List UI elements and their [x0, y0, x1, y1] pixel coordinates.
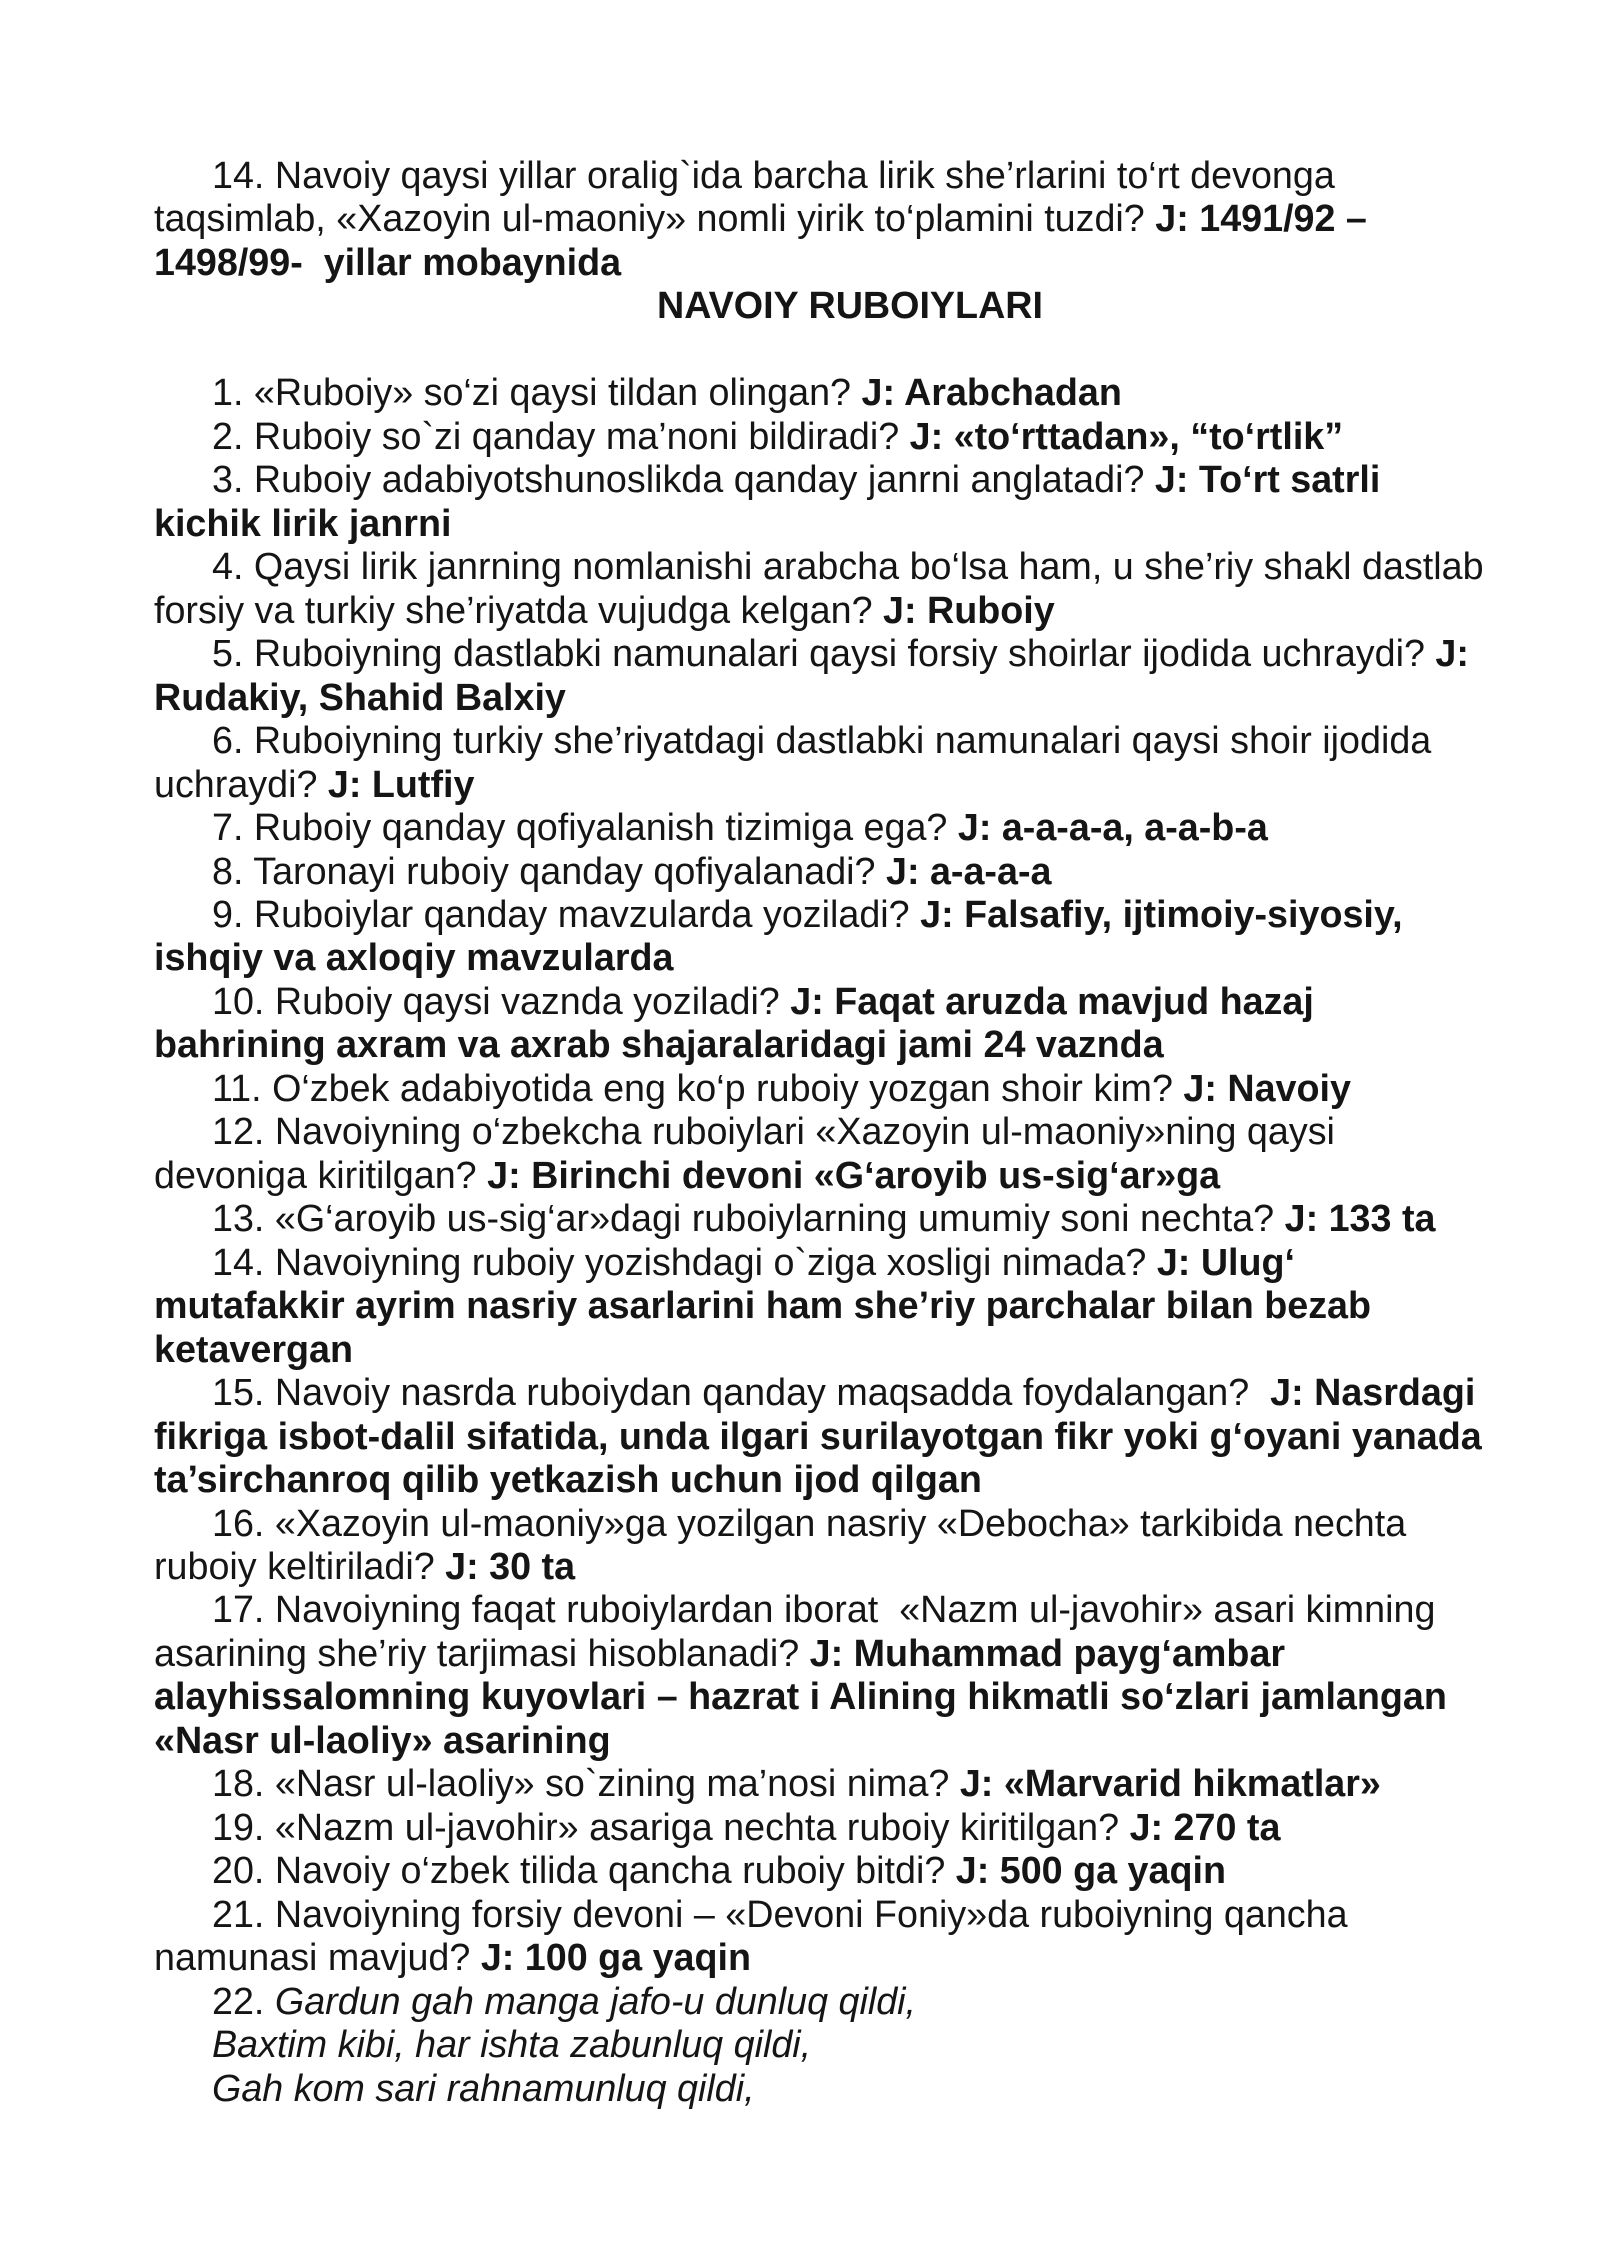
text-line [154, 1371, 1488, 1414]
qa-item [154, 458, 1488, 545]
question-text: «Nazm ul-javohir» asariga nechta ruboiy kiritilgan? [274, 1805, 1130, 1848]
text-line [154, 241, 1488, 284]
question-text: ruboiy keltiriladi? [154, 1545, 446, 1587]
item-number: 8. [212, 849, 244, 892]
text-line [154, 415, 1488, 458]
qa-item [154, 1893, 1488, 1980]
text-line [154, 1154, 1488, 1197]
question-text: asarining she’riy tarjimasi hisoblanadi? [154, 1631, 810, 1674]
qa-item [154, 632, 1488, 719]
text-line [154, 980, 1488, 1023]
answer-text: J: Muhammad payg‘ambar [809, 1631, 1286, 1674]
question-text: forsiy va turkiy she’riyatda vujudga kelgan? [154, 588, 883, 631]
text-line [154, 1328, 1488, 1371]
answer-text: mutafakkir ayrim nasriy asarlarini ham she’riy parchalar bilan bezab [154, 1284, 1372, 1327]
text-line [154, 936, 1488, 979]
answer-text: J: a-a-a-a [885, 849, 1052, 892]
answer-text: J: «to‘rttadan», “to‘rtlik” [909, 414, 1344, 457]
answer-text: fikriga isbot-dalil sifatida, unda ilgari surilayotgan fikr yoki g‘oyani yanada [154, 1414, 1482, 1457]
question-text: Navoiyning ruboiy yozishdagi o`ziga xosligi nimada? [274, 1240, 1157, 1283]
question-list [154, 371, 1488, 2110]
answer-text: J: Falsafiy, ijtimoiy-siyosiy, [920, 892, 1403, 935]
question-text: «G‘aroyib us-sig‘ar»dagi ruboiylarning umumiy soni nechta? [274, 1197, 1285, 1240]
answer-text: J: Faqat aruzda mavjud hazaj [790, 979, 1314, 1022]
question-text: Navoiy nasrda ruboiydan qanday maqsadda foydalangan? [274, 1371, 1271, 1414]
item-number: 21. [212, 1892, 265, 1935]
text-line [154, 1632, 1488, 1675]
text-line [154, 763, 1488, 806]
question-text: Qaysi lirik janrning nomlanishi arabcha bo‘lsa ham, u she’riy shakl dastlab [253, 545, 1484, 588]
question-text: Ruboiy so`zi qanday ma’noni bildiradi? [253, 414, 910, 457]
question-text: uchraydi? [154, 762, 328, 805]
verse-text: Gah kom sari rahnamunluq qildi, [212, 2066, 755, 2109]
item-number: 1. [212, 371, 244, 414]
qa-item [154, 1762, 1488, 1805]
question-text: taqsimlab, «Xazoyin ul-maoniy» nomli yirik to‘plamini tuzdi? [154, 197, 1156, 240]
text-line [154, 1023, 1488, 1066]
item-number: 19. [212, 1805, 265, 1848]
text-line [154, 197, 1488, 240]
answer-text: alayhissalomning kuyovlari – hazrat i Alining hikmatli so‘zlari jamlangan [154, 1675, 1447, 1718]
item-number: 11. [212, 1066, 262, 1109]
question-text: Navoiy o‘zbek tilida qancha ruboiy bitdi? [274, 1849, 956, 1892]
question-text: Navoiyning forsiy devoni – «Devoni Foniy»da ruboiyning qancha [274, 1892, 1348, 1935]
text-line [154, 371, 1488, 414]
answer-text: J: a-a-a-a, a-a-b-a [957, 806, 1268, 849]
text-line [154, 1936, 1488, 1979]
verse-line [154, 2023, 1488, 2066]
text-line [154, 632, 1488, 675]
question-text: Navoiyning o‘zbekcha ruboiylari «Xazoyin ul-maoniy»ning qaysi [274, 1110, 1335, 1153]
text-line [154, 1284, 1488, 1327]
text-line [154, 893, 1488, 936]
qa-item [154, 1067, 1488, 1110]
text-line [154, 1241, 1488, 1284]
question-text: Ruboiylar qanday mavzularda yoziladi? [253, 892, 921, 935]
text-line [154, 1893, 1488, 1936]
qa-item [154, 1980, 1488, 2110]
text-line [154, 154, 1488, 197]
qa-item [154, 1502, 1488, 1589]
item-number: 20. [212, 1849, 265, 1892]
item-number: 14. [212, 1240, 265, 1283]
text-line [154, 589, 1488, 632]
answer-text: bahrining axram va axrab shajaralaridagi jami 24 vaznda [154, 1023, 1164, 1066]
answer-text: J: 1491/92 – [1155, 197, 1367, 240]
qa-item [154, 1806, 1488, 1849]
item-number: 13. [212, 1197, 265, 1240]
answer-text: J: 270 ta [1129, 1805, 1281, 1848]
question-text: Taronayi ruboiy qanday qofiyalanadi? [253, 849, 886, 892]
question-text: «Nasr ul-laoliy» so`zining ma’nosi nima? [274, 1762, 960, 1805]
qa-item [154, 980, 1488, 1067]
text-line [154, 1458, 1488, 1501]
question-text: «Ruboiy» so‘zi qaysi tildan olingan? [253, 371, 862, 414]
question-text: Ruboiyning dastlabki namunalari qaysi forsiy shoirlar ijodida uchraydi? [253, 632, 1436, 675]
answer-text: J: 100 ga yaqin [480, 1936, 752, 1979]
item-number: 2. [212, 414, 244, 457]
text-line [154, 1762, 1488, 1805]
item-number: 10. [212, 979, 265, 1022]
answer-text: ketavergan [154, 1327, 354, 1370]
answer-text: J: «Marvarid hikmatlar» [959, 1762, 1381, 1805]
answer-text: kichik lirik janrni [154, 501, 452, 544]
text-line [154, 676, 1488, 719]
answer-text: J: Arabchadan [861, 371, 1122, 414]
qa-item [154, 1110, 1488, 1197]
document-page [154, 154, 1488, 2110]
item-number: 17. [212, 1588, 265, 1631]
question-text: Navoiy qaysi yillar oralig`ida barcha lirik she’rlarini to‘rt devonga [274, 154, 1335, 196]
qa-item [154, 893, 1488, 980]
answer-text: Rudakiy, Shahid Balxiy [154, 675, 566, 718]
question-text: O‘zbek adabiyotida eng ko‘p ruboiy yozgan shoir kim? [272, 1066, 1184, 1109]
question-text: Ruboiy qaysi vaznda yoziladi? [274, 979, 791, 1022]
answer-text: «Nasr ul-laoliy» asarining [154, 1718, 611, 1761]
qa-item [154, 415, 1488, 458]
text-line [154, 1806, 1488, 1849]
item-number: 22. [212, 1979, 265, 2022]
answer-text: J: To‘rt satrli [1154, 458, 1381, 501]
question-text: «Xazoyin ul-maoniy»ga yozilgan nasriy «Debocha» tarkibida nechta [274, 1501, 1407, 1544]
question-text: Ruboiy qanday qofiyalanish tizimiga ega? [253, 806, 958, 849]
text-line [154, 1849, 1488, 1892]
item-number: 15. [212, 1371, 265, 1414]
item-number: 9. [212, 892, 244, 935]
qa-item [154, 850, 1488, 893]
item-number: 5. [212, 632, 244, 675]
answer-text: J: 30 ta [445, 1545, 576, 1587]
question-text: devoniga kiritilgan? [154, 1153, 488, 1196]
answer-text: J: Birinchi devoni «G‘aroyib us-sig‘ar»ga [487, 1153, 1221, 1196]
answer-text: J: Lutfiy [327, 762, 475, 805]
answer-text: J: Ruboiy [883, 588, 1055, 631]
text-line [154, 806, 1488, 849]
verse-line [154, 2067, 1488, 2110]
text-line [154, 1675, 1488, 1718]
item-number: 18. [212, 1762, 265, 1805]
qa-item [154, 1588, 1488, 1762]
question-text: namunasi mavjud? [154, 1936, 481, 1979]
answer-text: J: Nasrdagi [1270, 1371, 1476, 1414]
text-line [154, 1719, 1488, 1762]
intro-item [154, 154, 1488, 284]
intro-section [154, 154, 1488, 284]
verse-line [154, 1980, 1488, 2023]
text-line [154, 1110, 1488, 1153]
text-line [154, 545, 1488, 588]
text-line [154, 1067, 1488, 1110]
qa-item [154, 1197, 1488, 1240]
answer-text: ishqiy va axloqiy mavzularda [154, 936, 674, 979]
answer-text: J: Navoiy [1183, 1066, 1351, 1109]
item-number: 6. [212, 719, 244, 762]
qa-item [154, 719, 1488, 806]
qa-item [154, 806, 1488, 849]
item-number: 4. [212, 545, 244, 588]
item-number: 12. [212, 1110, 265, 1153]
answer-text: ta’sirchanroq qilib yetkazish uchun ijod qilgan [154, 1458, 982, 1501]
item-number: 7. [212, 806, 244, 849]
item-number: 14. [212, 154, 265, 196]
text-line [154, 1588, 1488, 1631]
verse-text: Gardun gah manga jafo-u dunluq qildi, [274, 1979, 917, 2022]
qa-item [154, 1849, 1488, 1892]
text-line [154, 1545, 1488, 1588]
qa-item [154, 1371, 1488, 1501]
answer-text: J: [1435, 632, 1469, 675]
item-number: 16. [212, 1501, 265, 1544]
verse-text: Baxtim kibi, har ishta zabunluq qildi, [212, 2023, 812, 2066]
answer-text: J: 133 ta [1284, 1197, 1436, 1240]
question-text: Ruboiy adabiyotshunoslikda qanday janrni anglatadi? [253, 458, 1155, 501]
question-text: Navoiyning faqat ruboiylardan iborat «Nazm ul-javohir» asari kimning [274, 1588, 1436, 1631]
text-line [154, 719, 1488, 762]
text-line [154, 1197, 1488, 1240]
text-line [154, 1502, 1488, 1545]
answer-text: J: Ulug‘ [1156, 1240, 1296, 1283]
answer-text: J: 500 ga yaqin [955, 1849, 1226, 1892]
text-line [154, 502, 1488, 545]
text-line [154, 1415, 1488, 1458]
qa-item [154, 545, 1488, 632]
blank-line [154, 328, 1488, 371]
text-line [154, 458, 1488, 501]
section-title: NAVOIY RUBOIYLARI [657, 284, 1043, 327]
qa-item [154, 1241, 1488, 1371]
question-text: Ruboiyning turkiy she’riyatdagi dastlabki namunalari qaysi shoir ijodida [253, 719, 1432, 762]
item-number: 3. [212, 458, 244, 501]
text-line [154, 850, 1488, 893]
qa-item [154, 371, 1488, 414]
answer-text: 1498/99- yillar mobaynida [154, 240, 622, 283]
